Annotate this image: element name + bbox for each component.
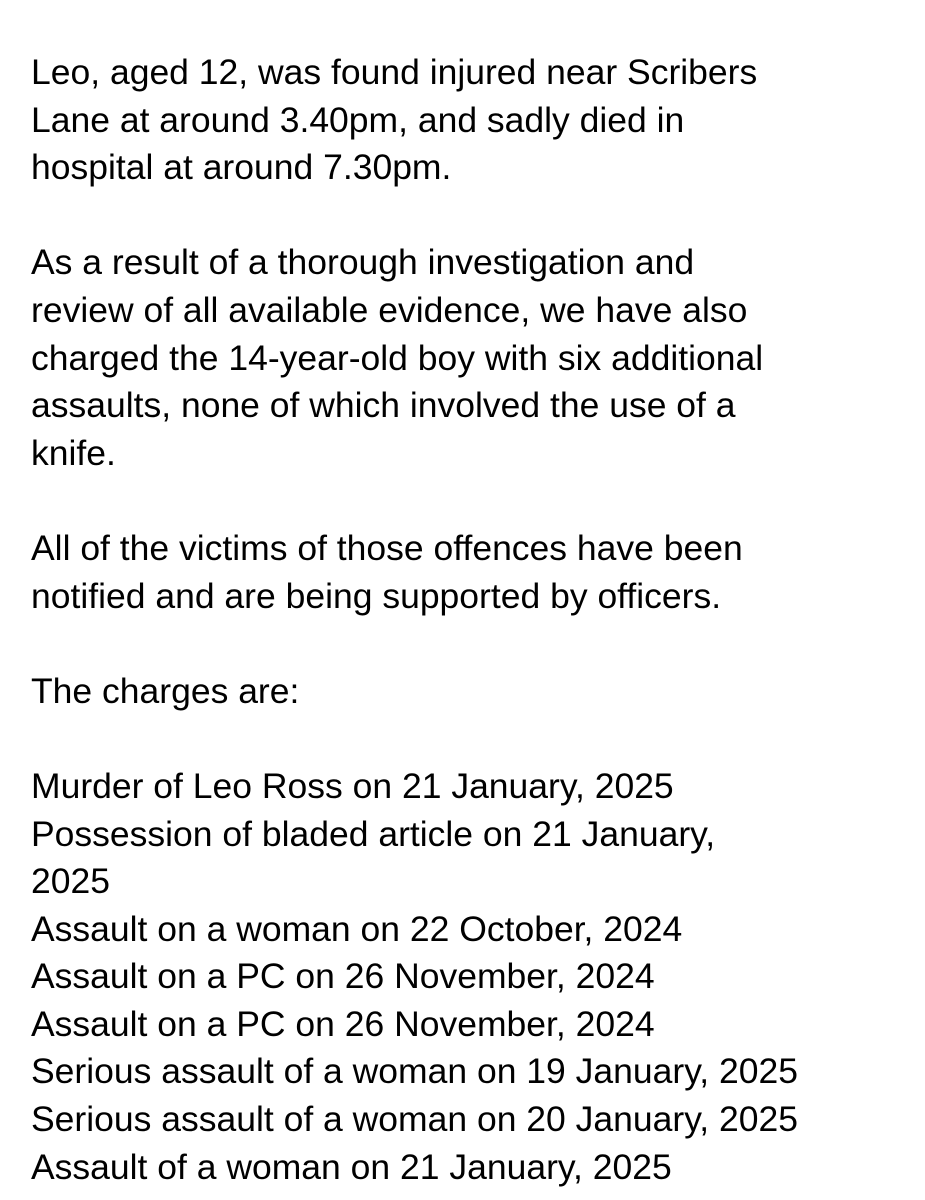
charge-item: Assault on a PC on 26 November, 2024 bbox=[31, 1003, 655, 1044]
charge-item: Assault on a woman on 22 October, 2024 bbox=[31, 908, 683, 949]
charge-item: Possession of bladed article on 21 January, 2025 bbox=[31, 813, 716, 902]
note-body bbox=[31, 49, 911, 1191]
charge-item: Assault of a woman on 21 January, 2025 bbox=[31, 1146, 672, 1187]
paragraph-gap bbox=[31, 715, 911, 763]
paragraph-gap bbox=[31, 192, 911, 240]
charge-item: Murder of Leo Ross on 21 January, 2025 bbox=[31, 765, 674, 806]
paragraph-gap bbox=[31, 620, 911, 668]
paragraph-gap bbox=[31, 477, 911, 525]
charge-item: Serious assault of a woman on 19 January, 2025 bbox=[31, 1051, 799, 1092]
charge-item: Assault on a PC on 26 November, 2024 bbox=[31, 956, 655, 997]
paragraph-victims: All of the victims of those offences have been notified and are being supported by officers. bbox=[31, 527, 743, 616]
paragraph-charges-intro: The charges are: bbox=[31, 670, 300, 711]
paragraph-investigation: As a result of a thorough investigation and review of all available evidence, we have also charged the 14-year-old boy with six additional assaults, none of which involved the use of a knife. bbox=[31, 242, 764, 473]
paragraph-incident: Leo, aged 12, was found injured near Scribers Lane at around 3.40pm, and sadly died in hospital at around 7.30pm. bbox=[31, 52, 758, 188]
charge-item: Serious assault of a woman on 20 January, 2025 bbox=[31, 1099, 799, 1140]
charges-list bbox=[31, 763, 911, 1191]
